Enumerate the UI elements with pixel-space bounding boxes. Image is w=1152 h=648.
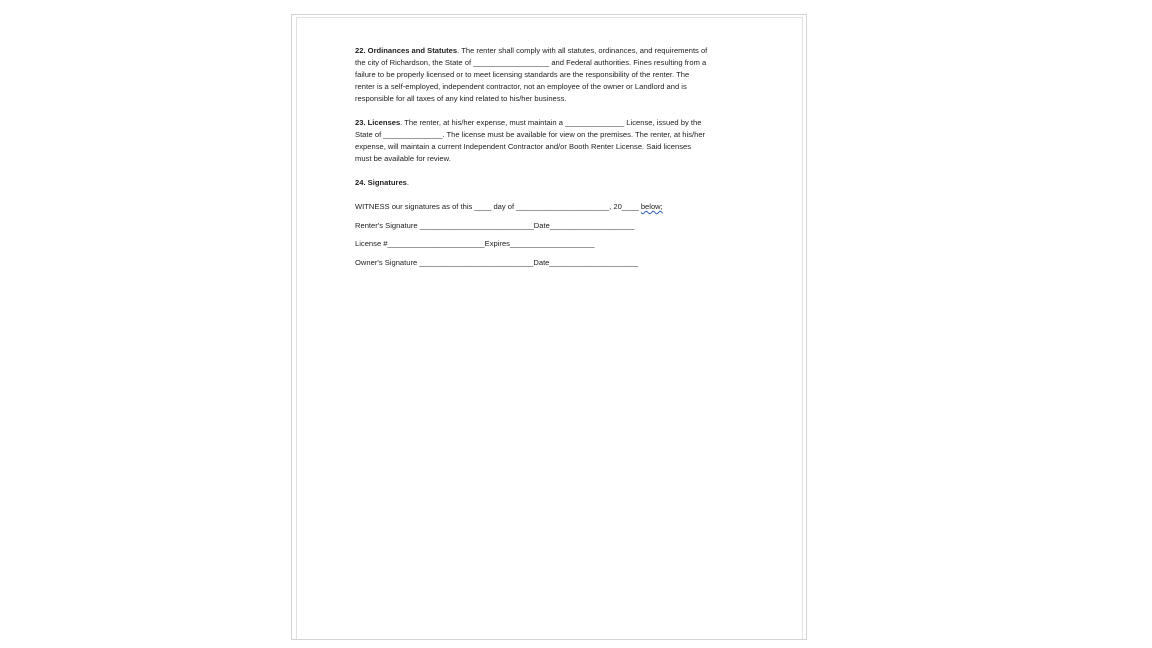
owner-signature-line: Owner's Signature ___________________________Date_____________________	[355, 257, 639, 267]
section-22-line-3: failure to be properly licensed or to meet licensing standards are the responsibility of the renter. The	[355, 70, 690, 79]
section-24-heading: 24. Signatures	[355, 178, 407, 187]
section-23-line-1: 23. Licenses. The renter, at his/her expense, must maintain a ______________ License, issued by the	[355, 118, 702, 127]
section-23	[355, 117, 747, 165]
section-22-line-2: the city of Richardson, the State of __________________ and Federal authorities. Fines resulting from a	[355, 58, 707, 67]
section-22-line-1: 22. Ordinances and Statutes. The renter shall comply with all statutes, ordinances, and requirements of	[355, 46, 708, 55]
section-23-line-3: expense, will maintain a current Independent Contractor and/or Booth Renter License. Said licenses	[355, 142, 692, 151]
renter-signature-line: Renter's Signature ___________________________Date____________________	[355, 220, 635, 230]
document-body	[355, 45, 747, 269]
section-22	[355, 45, 747, 105]
license-line: License #_______________________Expires____________________	[355, 239, 595, 248]
section-24: 24. Signatures.	[355, 178, 410, 187]
section-23-line-4: must be available for review.	[355, 154, 451, 163]
section-22-line-5: responsible for all taxes of any kind related to his/her business.	[355, 94, 567, 103]
section-22-heading: 22. Ordinances and Statutes	[355, 46, 458, 55]
below-word-spellcheck: below;	[640, 202, 663, 211]
section-22-line-4: renter is a self-employed, independent contractor, not an employee of the owner or Landlord and is	[355, 82, 687, 91]
section-23-heading: 23. Licenses	[355, 118, 401, 127]
witness-line: WITNESS our signatures as of this ____ day of ______________________, 20____ below;	[355, 202, 663, 211]
section-23-line-2: State of ______________. The license must be available for view on the premises. The renter, at his/her	[355, 130, 706, 139]
